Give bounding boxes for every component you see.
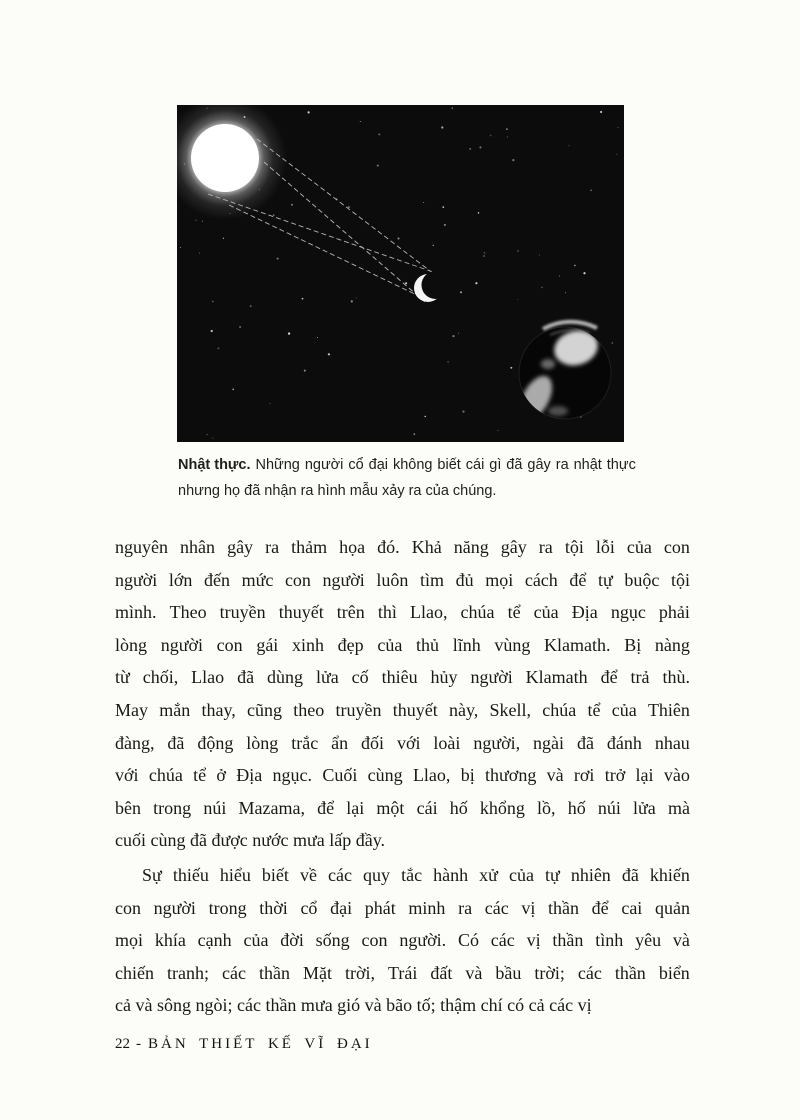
caption-word: nhật <box>573 457 602 473</box>
body-line: bên trong núi Mazama, để lại một cái hố khổng lồ, hố núi lửa mà <box>115 797 690 818</box>
caption-word: cổ <box>348 457 364 473</box>
caption-word: gây <box>527 457 551 473</box>
body-line: mọi khía cạnh của đời sống con người. Có các vị thần tình yêu và <box>115 930 690 951</box>
body-line: May mắn thay, cũng theo truyền thuyết này, Skell, chúa tể của Thiên <box>115 699 690 720</box>
caption-word: gì <box>489 457 502 473</box>
body-line: với chúa tể ở Địa ngục. Cuối cùng Llao, bị thương và rơi trở lại vào <box>115 765 690 786</box>
body-line: người lớn đến mức con người luôn tìm đủ mọi cách để tự buộc tội <box>115 569 690 590</box>
body-line: Sự thiếu hiểu biết về các quy tắc hành xử của tự nhiên đã khiến <box>142 864 690 885</box>
caption-word: thực <box>606 457 636 473</box>
caption-word: đại <box>368 457 388 473</box>
body-line: đàng, đã động lòng trắc ẩn đối với loài người, ngài đã đánh nhau <box>115 732 690 753</box>
caption-line-2: nhưng họ đã nhận ra hình mẫu xảy ra của chúng. <box>178 483 497 499</box>
caption-word: ra <box>555 457 569 473</box>
page-number: 22 <box>115 1036 130 1052</box>
body-line: cuối cùng đã được nước mưa lấp đầy. <box>115 830 386 851</box>
body-line: cả và sông ngòi; các thần mưa gió và bão tố; thậm chí có cả các vị <box>115 995 592 1016</box>
earth <box>513 322 611 426</box>
caption-line-1 <box>178 452 636 478</box>
body-line: nguyên nhân gây ra thảm họa đó. Khả năng gây ra tội lỗi của con <box>115 537 690 557</box>
body-line: lòng người con gái xinh đẹp của thủ lĩnh vùng Klamath. Bị nàng <box>115 634 690 655</box>
page-footer <box>115 1036 373 1053</box>
caption-lead: Nhật thực. <box>178 457 251 473</box>
body-line: chiến tranh; các thần Mặt trời, Trái đất và bầu trời; các thần biển <box>115 962 690 983</box>
body-line: mình. Theo truyền thuyết trên thì Llao, chúa tể của Địa ngục phải <box>115 602 690 623</box>
footer-separator: - <box>136 1036 141 1052</box>
figure-caption <box>178 452 636 504</box>
caption-word: đã <box>506 457 523 473</box>
caption-word: không <box>392 457 433 473</box>
caption-word: cái <box>465 457 485 473</box>
caption-word: người <box>304 457 344 473</box>
caption-word: biết <box>437 457 461 473</box>
eclipse-diagram <box>177 105 624 442</box>
body-text <box>115 531 690 1022</box>
crescent-moon <box>414 271 450 302</box>
body-line: từ chối, Llao đã dùng lửa cố thiêu hủy người Klamath để trả thù. <box>115 667 690 688</box>
body-line: con người trong thời cổ đại phát minh ra các vị thần để cai quản <box>115 897 690 918</box>
book-title: BẢN THIẾT KẾ VĨ ĐẠI <box>148 1036 373 1052</box>
caption-word: Những <box>255 457 300 473</box>
eclipse-illustration <box>177 105 624 442</box>
